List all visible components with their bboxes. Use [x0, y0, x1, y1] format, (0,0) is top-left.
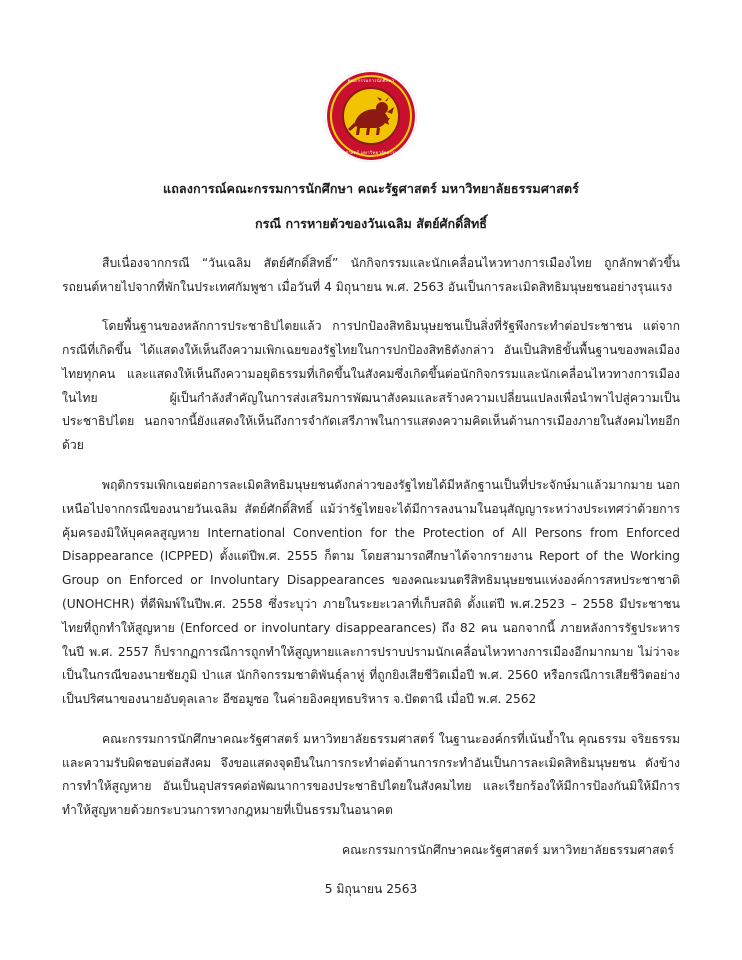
page-title: แถลงการณ์คณะกรรมการนักศึกษา คณะรัฐศาสตร์ มหาวิทยาลัยธรรมศาสตร์	[162, 181, 580, 196]
paragraph-4: คณะกรรมการนักศึกษาคณะรัฐศาสตร์ มหาวิทยาลัยธรรมศาสตร์ ในฐานะองค์กรที่เน้นย้ำใน คุณธรรม จริยธรรม และความรับผิดชอบต่อสังคม จึงขอแสดงจุดยืนในการกระทำต่อต้านการกระทำอันเป็นการละเมิดสิทธิมนุษยชน ดังข้างการทำให้สูญหาย อันเป็นอุปสรรคต่อพัฒนาการของประชาธิปไตยในสังคมไทย และเรียกร้องให้มีการป้องกันมิให้มีการทำให้สูญหายด้วยกระบวนการทางกฎหมายที่เป็นธรรมในอนาคต	[62, 731, 680, 818]
page-subtitle: กรณี การหายตัวของวันเฉลิม สัตย์ศักดิ์สิทธิ์	[255, 215, 487, 231]
organization-emblem-icon	[325, 70, 417, 162]
emblem-top-text: คณะกรรมการนักศึกษา	[347, 79, 395, 84]
emblem-bottom-text: คณะรัฐศาสตร์ มหาวิทยาลัยธรรมศาสตร์	[330, 151, 412, 156]
paragraph-1: สืบเนื่องจากกรณี “วันเฉลิม สัตย์ศักดิ์สิทธิ์” นักกิจกรรมและนักเคลื่อนไหวทางการเมืองไทย ถูกลักพาตัวขึ้นรถยนต์หายไปจากที่พักในประเทศกัมพูชา เมื่อวันที่ 4 มิถุนายน พ.ศ. 2563 อันเป็นการละเมิดสิทธิมนุษยชนอย่างรุนแรง	[62, 255, 680, 294]
paragraph-3: พฤติกรรมเพิกเฉยต่อการละเมิดสิทธิมนุษยชนดังกล่าวของรัฐไทยได้มีหลักฐานเป็นที่ประจักษ์มาแล้วมากมาย นอกเหนือไปจากกรณีของนายวันเฉลิม สัตย์ศักดิ์สิทธิ์ แม้ว่ารัฐไทยจะได้มีการลงนามในอนุสัญญาระหว่างประเทศว่าด้วยการคุ้มครองมิให้บุคคลสูญหาย International Convention for the Protection of All Persons from Enforced Disappearance (ICPPED) ตั้งแต่ปีพ.ศ. 2555 ก็ตาม โดยสามารถศึกษาได้จากรายงาน Report of the Working Group on Enforced or Involuntary Disappearances ของคณะมนตรีสิทธิมนุษยชนแห่งองค์การสหประชาชาติ (UNOHCHR) ที่ตีพิมพ์ในปีพ.ศ. 2558 ซึ่งระบุว่า ภายในระยะเวลาที่เก็บสถิติ ตั้งแต่ปี พ.ศ.2523 – 2558 มีประชาชนไทยที่ถูกทำให้สูญหาย (Enforced or involuntary disappearances) ถึง 82 คน นอกจากนี้ ภายหลังการรัฐประหารในปี พ.ศ. 2557 ก็ปรากฏการณีการถูกทำให้สูญหายและการปราบปรามนักเคลื่อนไหวทางการเมืองอีกมากมาย ไม่ว่าจะเป็นในกรณีของนายชัยภูมิ ป่าแส นักกิจกรรมชาติพันธุ์ลาหู่ ที่ถูกยิงเสียชีวิตเมื่อปี พ.ศ. 2560 หรือกรณีการเสียชีวิตอย่างเป็นปริศนาของนายอับดุลเลาะ อีซอมูซอ ในค่ายอิงคยุทธบริหาร จ.ปัตตานี เมื่อปี พ.ศ. 2562	[62, 478, 680, 707]
signature-line: คณะกรรมการนักศึกษาคณะรัฐศาสตร์ มหาวิทยาลัยธรรมศาสตร์	[341, 842, 674, 857]
emblem-container	[62, 70, 680, 162]
document-body	[62, 252, 680, 823]
emblem-lion-figure-icon	[342, 87, 400, 145]
paragraph-2: โดยพื้นฐานของหลักการประชาธิปไตยแล้ว การปกป้องสิทธิมนุษยชนเป็นสิ่งที่รัฐพึงกระทำต่อประชาชน แต่จากกรณีที่เกิดขึ้น ได้แสดงให้เห็นถึงความเพิกเฉยของรัฐไทยในการปกป้องสิทธิดังกล่าว อันเป็นสิทธิขั้นพื้นฐานของพลเมืองไทยทุกคน และแสดงให้เห็นถึงความอยุติธรรมที่เกิดขึ้นในสังคมซึ่งเกิดขึ้นต่อนักกิจกรรมและนักเคลื่อนไหวทางการเมืองในไทย ผู้เป็นกำลังสำคัญในการส่งเสริมการพัฒนาสังคมและสร้างความเปลี่ยนแปลงเพื่อนำพาไปสู่ความเป็นประชาธิปไตย นอกจากนี้ยังแสดงให้เห็นถึงการจำกัดเสรีภาพในการแสดงความคิดเห็นด้านการเมืองภายในสังคมไทยอีกด้วย	[62, 319, 680, 453]
document-date: 5 มิถุนายน 2563	[324, 882, 418, 897]
